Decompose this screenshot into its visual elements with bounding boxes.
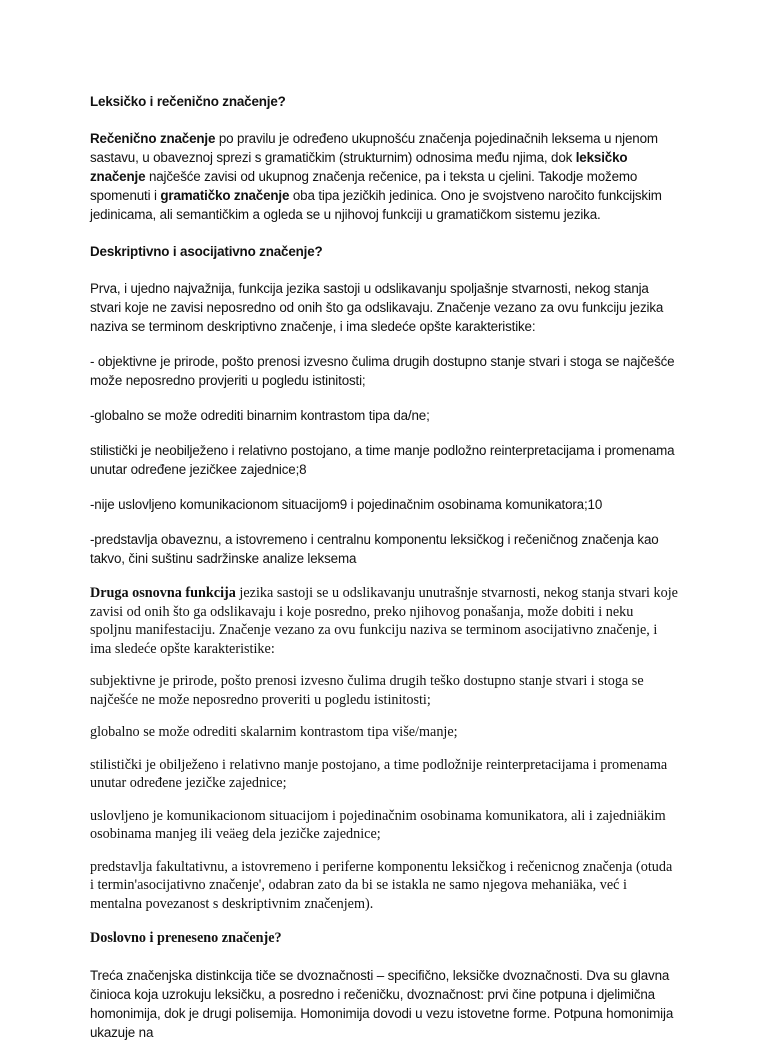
associative-trait-2: globalno se može odrediti skalarnim kontrastom tipa više/manje; — [90, 724, 458, 740]
descriptive-trait-3: stilistički je neobilježeno i relativno postojano, a time manje podložno reinterpretacijama i promenama unutar određene jezičkee zajednice;8 — [90, 443, 675, 477]
paragraph-ambiguity: Treća značenjska distinkcija tiče se dvoznačnosti – specifično, leksičke dvoznačnosti. Dva su glavna činioca koja uzrokuju leksičku, a posredno i rečeničku, dvoznačnost: prvi čine potpuna i djelimična homonimija, dok je drugi polisemija. Homonimija dovodi u vezu istovetne forme. Potpuna homonimija ukazuje na — [90, 967, 674, 1040]
paragraph-second-function: Druga osnovna funkcija jezika sastoji se u odslikavanju unutrašnje stvarnosti, nekog stanja stvari koje zavisi od onih što ga odslikavaju i koje posredno, preko njihovog ponašanja, može dobiti i neku spoljnu manifestaciju. Značenje vezano za ovu funkciju naziva se terminom asocijativno značenje, i ima sledeće opšte karakteristike: — [90, 585, 678, 657]
term-recenicno-znacenje: Rečenično značenje — [90, 131, 216, 146]
associative-trait-5: predstavlja fakultativnu, a istovremeno i periferne komponentu leksičkog i rečenicnog značenja (otuda i termin'asocijativno značenje', odabran zato da bi se istakla ne samo njegova mehaniäka, već i mentalna povezanost s deskriptivnim značenjem). — [90, 858, 673, 912]
descriptive-trait-1: - objektivne je prirode, pošto prenosi izvesno čulima drugih dostupno stanje stvari i stoga se najčešće može neposredno provjeriti u pogledu istinitosti; — [90, 354, 675, 388]
associative-trait-4: uslovljeno je komunikacionom situacijom i pojedinačnim osobinama komunikatora, ali i zajedniäkim osobinama manjeg ili veäeg dela jezičke zajednice; — [90, 807, 666, 842]
heading-descriptive-associative: Deskriptivno i asocijativno značenje? — [90, 244, 323, 259]
term-gramaticko-znacenje: gramatičko značenje — [160, 188, 290, 203]
heading-lexical-sentence-meaning: Leksičko i rečenično značenje? — [90, 94, 286, 109]
term-druga-osnovna-funkcija: Druga osnovna funkcija — [90, 585, 236, 601]
descriptive-trait-4: -nije uslovljeno komunikacionom situacijom9 i pojedinačnim osobinama komunikatora;10 — [90, 497, 603, 512]
descriptive-trait-5: -predstavlja obaveznu, a istovremeno i centralnu komponentu leksičkog i rečeničnog značenja kao takvo, čini suštinu sadržinske analize leksema — [90, 532, 659, 566]
descriptive-trait-2: -globalno se može odrediti binarnim kontrastom tipa da/ne; — [90, 408, 430, 423]
associative-trait-1: subjektivne je prirode, pošto prenosi izvesno čulima drugih teško dostupno stanje stvari i stoga se najčešće ne može neposredno proveriti u pogledu istinitosti; — [90, 673, 644, 708]
paragraph-sentence-meaning: Rečenično značenje po pravilu je određeno ukupnošću značenja pojedinačnih leksema u njenom sastavu, u obaveznoj sprezi s gramatičkim (strukturnim) odnosima među njima, dok leksičko značenje najčešće zavisi od ukupnog značenja rečenice, pa i teksta u cjelini. Takodje možemo spomenuti i gramatičko značenje oba tipa jezičkih jedinica. Ono je svojstveno naročito funkcijskim jedinicama, ali semantičkim a ogleda se u njihovoj funkciji u gramatičkom sistemu jezika. — [90, 131, 662, 222]
term-leksicko-znacenje: leksičko značenje — [90, 150, 628, 184]
paragraph-descriptive-intro: Prva, i ujedno najvažnija, funkcija jezika sastoji u odslikavanju spoljašnje stvarnosti, nekog stanja stvari koje ne zavisi neposredno od onih što ga odslikavaju. Značenje vezano za ovu funkciju jezika naziva se terminom deskriptivno značenje, i ima sledeće opšte karakteristike: — [90, 281, 664, 334]
associative-trait-3: stilistički je obilježeno i relativno manje postojano, a time podložnije reinterpretacijama i promenama unutar određene jezičke zajednice; — [90, 756, 668, 791]
heading-literal-figurative: Doslovno i preneseno značenje? — [90, 930, 282, 946]
